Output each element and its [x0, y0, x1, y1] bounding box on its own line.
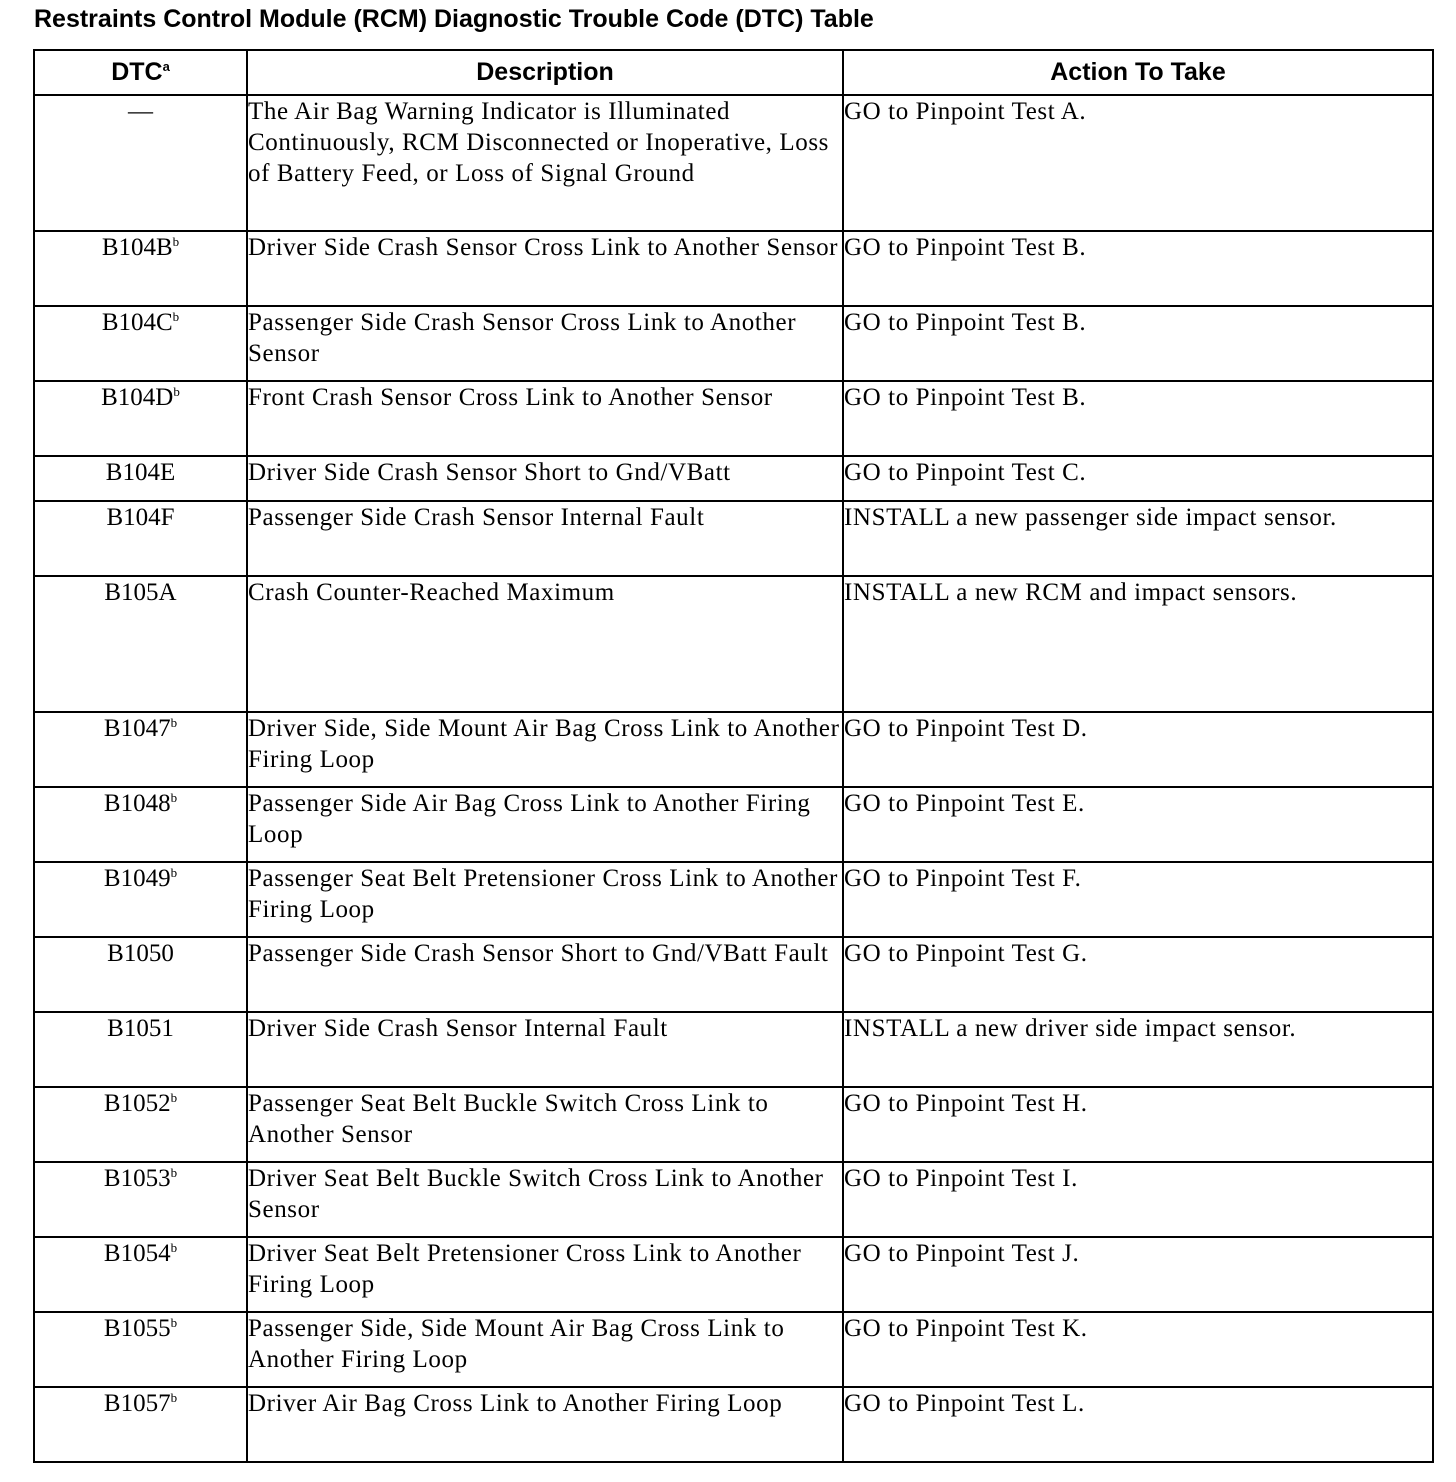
description-cell: Driver Side Crash Sensor Short to Gnd/VBatt	[247, 456, 843, 501]
action-cell: INSTALL a new passenger side impact sensor.	[843, 501, 1433, 576]
action-cell: GO to Pinpoint Test J.	[843, 1237, 1433, 1312]
table-row	[34, 231, 1433, 306]
action-cell: GO to Pinpoint Test K.	[843, 1312, 1433, 1387]
dtc-code-cell	[34, 862, 247, 937]
table-row	[34, 1162, 1433, 1237]
header-dtc	[34, 50, 247, 95]
dtc-footnote: b	[170, 1315, 178, 1330]
dtc-code-cell	[34, 1012, 247, 1087]
description-cell: The Air Bag Warning Indicator is Illuminated Continuously, RCM Disconnected or Inoperative, Loss of Battery Feed, or Loss of Signal Ground	[247, 95, 843, 231]
dtc-code-cell	[34, 95, 247, 231]
header-action: Action To Take	[843, 50, 1433, 95]
action-cell: INSTALL a new RCM and impact sensors.	[843, 576, 1433, 712]
description-cell: Passenger Seat Belt Buckle Switch Cross Link to Another Sensor	[247, 1087, 843, 1162]
description-cell: Passenger Side Crash Sensor Short to Gnd/VBatt Fault	[247, 937, 843, 1012]
dtc-footnote: b	[170, 715, 178, 730]
dtc-code: B104D	[101, 384, 174, 411]
table-header-row	[34, 50, 1433, 95]
dtc-footnote: b	[172, 309, 180, 324]
dtc-footnote: b	[170, 790, 178, 805]
dtc-code: B104F	[106, 504, 175, 531]
description-cell: Passenger Side Air Bag Cross Link to Another Firing Loop	[247, 787, 843, 862]
description-cell: Driver Air Bag Cross Link to Another Firing Loop	[247, 1387, 843, 1462]
action-cell: GO to Pinpoint Test H.	[843, 1087, 1433, 1162]
dtc-footnote: b	[173, 384, 180, 399]
dtc-code-cell	[34, 787, 247, 862]
action-cell: GO to Pinpoint Test E.	[843, 787, 1433, 862]
header-dtc-footnote: a	[162, 59, 170, 74]
dtc-code-cell	[34, 1162, 247, 1237]
dtc-footnote: b	[170, 1165, 178, 1180]
dtc-code-cell	[34, 456, 247, 501]
dtc-code: B1050	[107, 940, 174, 967]
dtc-footnote: b	[170, 1090, 178, 1105]
dtc-code: B1057	[103, 1390, 171, 1417]
dtc-code: —	[128, 98, 153, 125]
dtc-code: B104B	[101, 234, 173, 261]
description-cell: Driver Side Crash Sensor Internal Fault	[247, 1012, 843, 1087]
table-row	[34, 95, 1433, 231]
description-cell: Passenger Seat Belt Pretensioner Cross Link to Another Firing Loop	[247, 862, 843, 937]
dtc-code: B105A	[104, 579, 177, 606]
table-row	[34, 576, 1433, 712]
dtc-code: B104E	[105, 459, 176, 486]
page-title: Restraints Control Module (RCM) Diagnostic Trouble Code (DTC) Table	[34, 5, 874, 33]
dtc-code: B1055	[103, 1315, 171, 1342]
table-row	[34, 1087, 1433, 1162]
dtc-code-cell	[34, 306, 247, 381]
description-cell: Driver Seat Belt Buckle Switch Cross Link to Another Sensor	[247, 1162, 843, 1237]
dtc-code-cell	[34, 712, 247, 787]
action-cell: INSTALL a new driver side impact sensor.	[843, 1012, 1433, 1087]
action-cell: GO to Pinpoint Test A.	[843, 95, 1433, 231]
dtc-footnote: b	[172, 234, 180, 249]
table-row	[34, 456, 1433, 501]
table-row	[34, 501, 1433, 576]
header-dtc-label: DTC	[111, 58, 163, 86]
action-cell: GO to Pinpoint Test I.	[843, 1162, 1433, 1237]
description-cell: Passenger Side Crash Sensor Cross Link to Another Sensor	[247, 306, 843, 381]
dtc-code-cell	[34, 1387, 247, 1462]
dtc-code: B1048	[103, 790, 171, 817]
dtc-footnote: b	[170, 865, 178, 880]
dtc-code-cell	[34, 1087, 247, 1162]
description-cell: Front Crash Sensor Cross Link to Another Sensor	[247, 381, 843, 456]
description-cell: Driver Side Crash Sensor Cross Link to Another Sensor	[247, 231, 843, 306]
dtc-code: B1047	[103, 715, 171, 742]
dtc-code-cell	[34, 937, 247, 1012]
table-row	[34, 1312, 1433, 1387]
action-cell: GO to Pinpoint Test B.	[843, 231, 1433, 306]
action-cell: GO to Pinpoint Test B.	[843, 306, 1433, 381]
dtc-code-cell	[34, 1312, 247, 1387]
action-cell: GO to Pinpoint Test C.	[843, 456, 1433, 501]
description-cell: Crash Counter-Reached Maximum	[247, 576, 843, 712]
table-row	[34, 787, 1433, 862]
dtc-footnote: b	[170, 1390, 178, 1405]
dtc-code: B1054	[103, 1240, 171, 1267]
table-row	[34, 306, 1433, 381]
action-cell: GO to Pinpoint Test D.	[843, 712, 1433, 787]
dtc-code-cell	[34, 501, 247, 576]
table-row	[34, 1387, 1433, 1462]
action-cell: GO to Pinpoint Test F.	[843, 862, 1433, 937]
description-cell: Passenger Side Crash Sensor Internal Fault	[247, 501, 843, 576]
action-cell: GO to Pinpoint Test B.	[843, 381, 1433, 456]
header-description: Description	[247, 50, 843, 95]
dtc-code-cell	[34, 576, 247, 712]
dtc-footnote: b	[170, 1240, 178, 1255]
table-row	[34, 1012, 1433, 1087]
table-row	[34, 381, 1433, 456]
dtc-table	[33, 49, 1434, 1463]
dtc-code: B1051	[107, 1015, 174, 1042]
description-cell: Passenger Side, Side Mount Air Bag Cross Link to Another Firing Loop	[247, 1312, 843, 1387]
dtc-code: B1052	[103, 1090, 171, 1117]
dtc-code-cell	[34, 1237, 247, 1312]
description-cell: Driver Side, Side Mount Air Bag Cross Link to Another Firing Loop	[247, 712, 843, 787]
table-row	[34, 1237, 1433, 1312]
dtc-code: B1049	[103, 865, 171, 892]
table-row	[34, 862, 1433, 937]
dtc-code-cell	[34, 231, 247, 306]
table-row	[34, 712, 1433, 787]
action-cell: GO to Pinpoint Test L.	[843, 1387, 1433, 1462]
dtc-code: B104C	[101, 309, 173, 336]
action-cell: GO to Pinpoint Test G.	[843, 937, 1433, 1012]
dtc-code: B1053	[103, 1165, 171, 1192]
description-cell: Driver Seat Belt Pretensioner Cross Link to Another Firing Loop	[247, 1237, 843, 1312]
table-row	[34, 937, 1433, 1012]
dtc-code-cell	[34, 381, 247, 456]
